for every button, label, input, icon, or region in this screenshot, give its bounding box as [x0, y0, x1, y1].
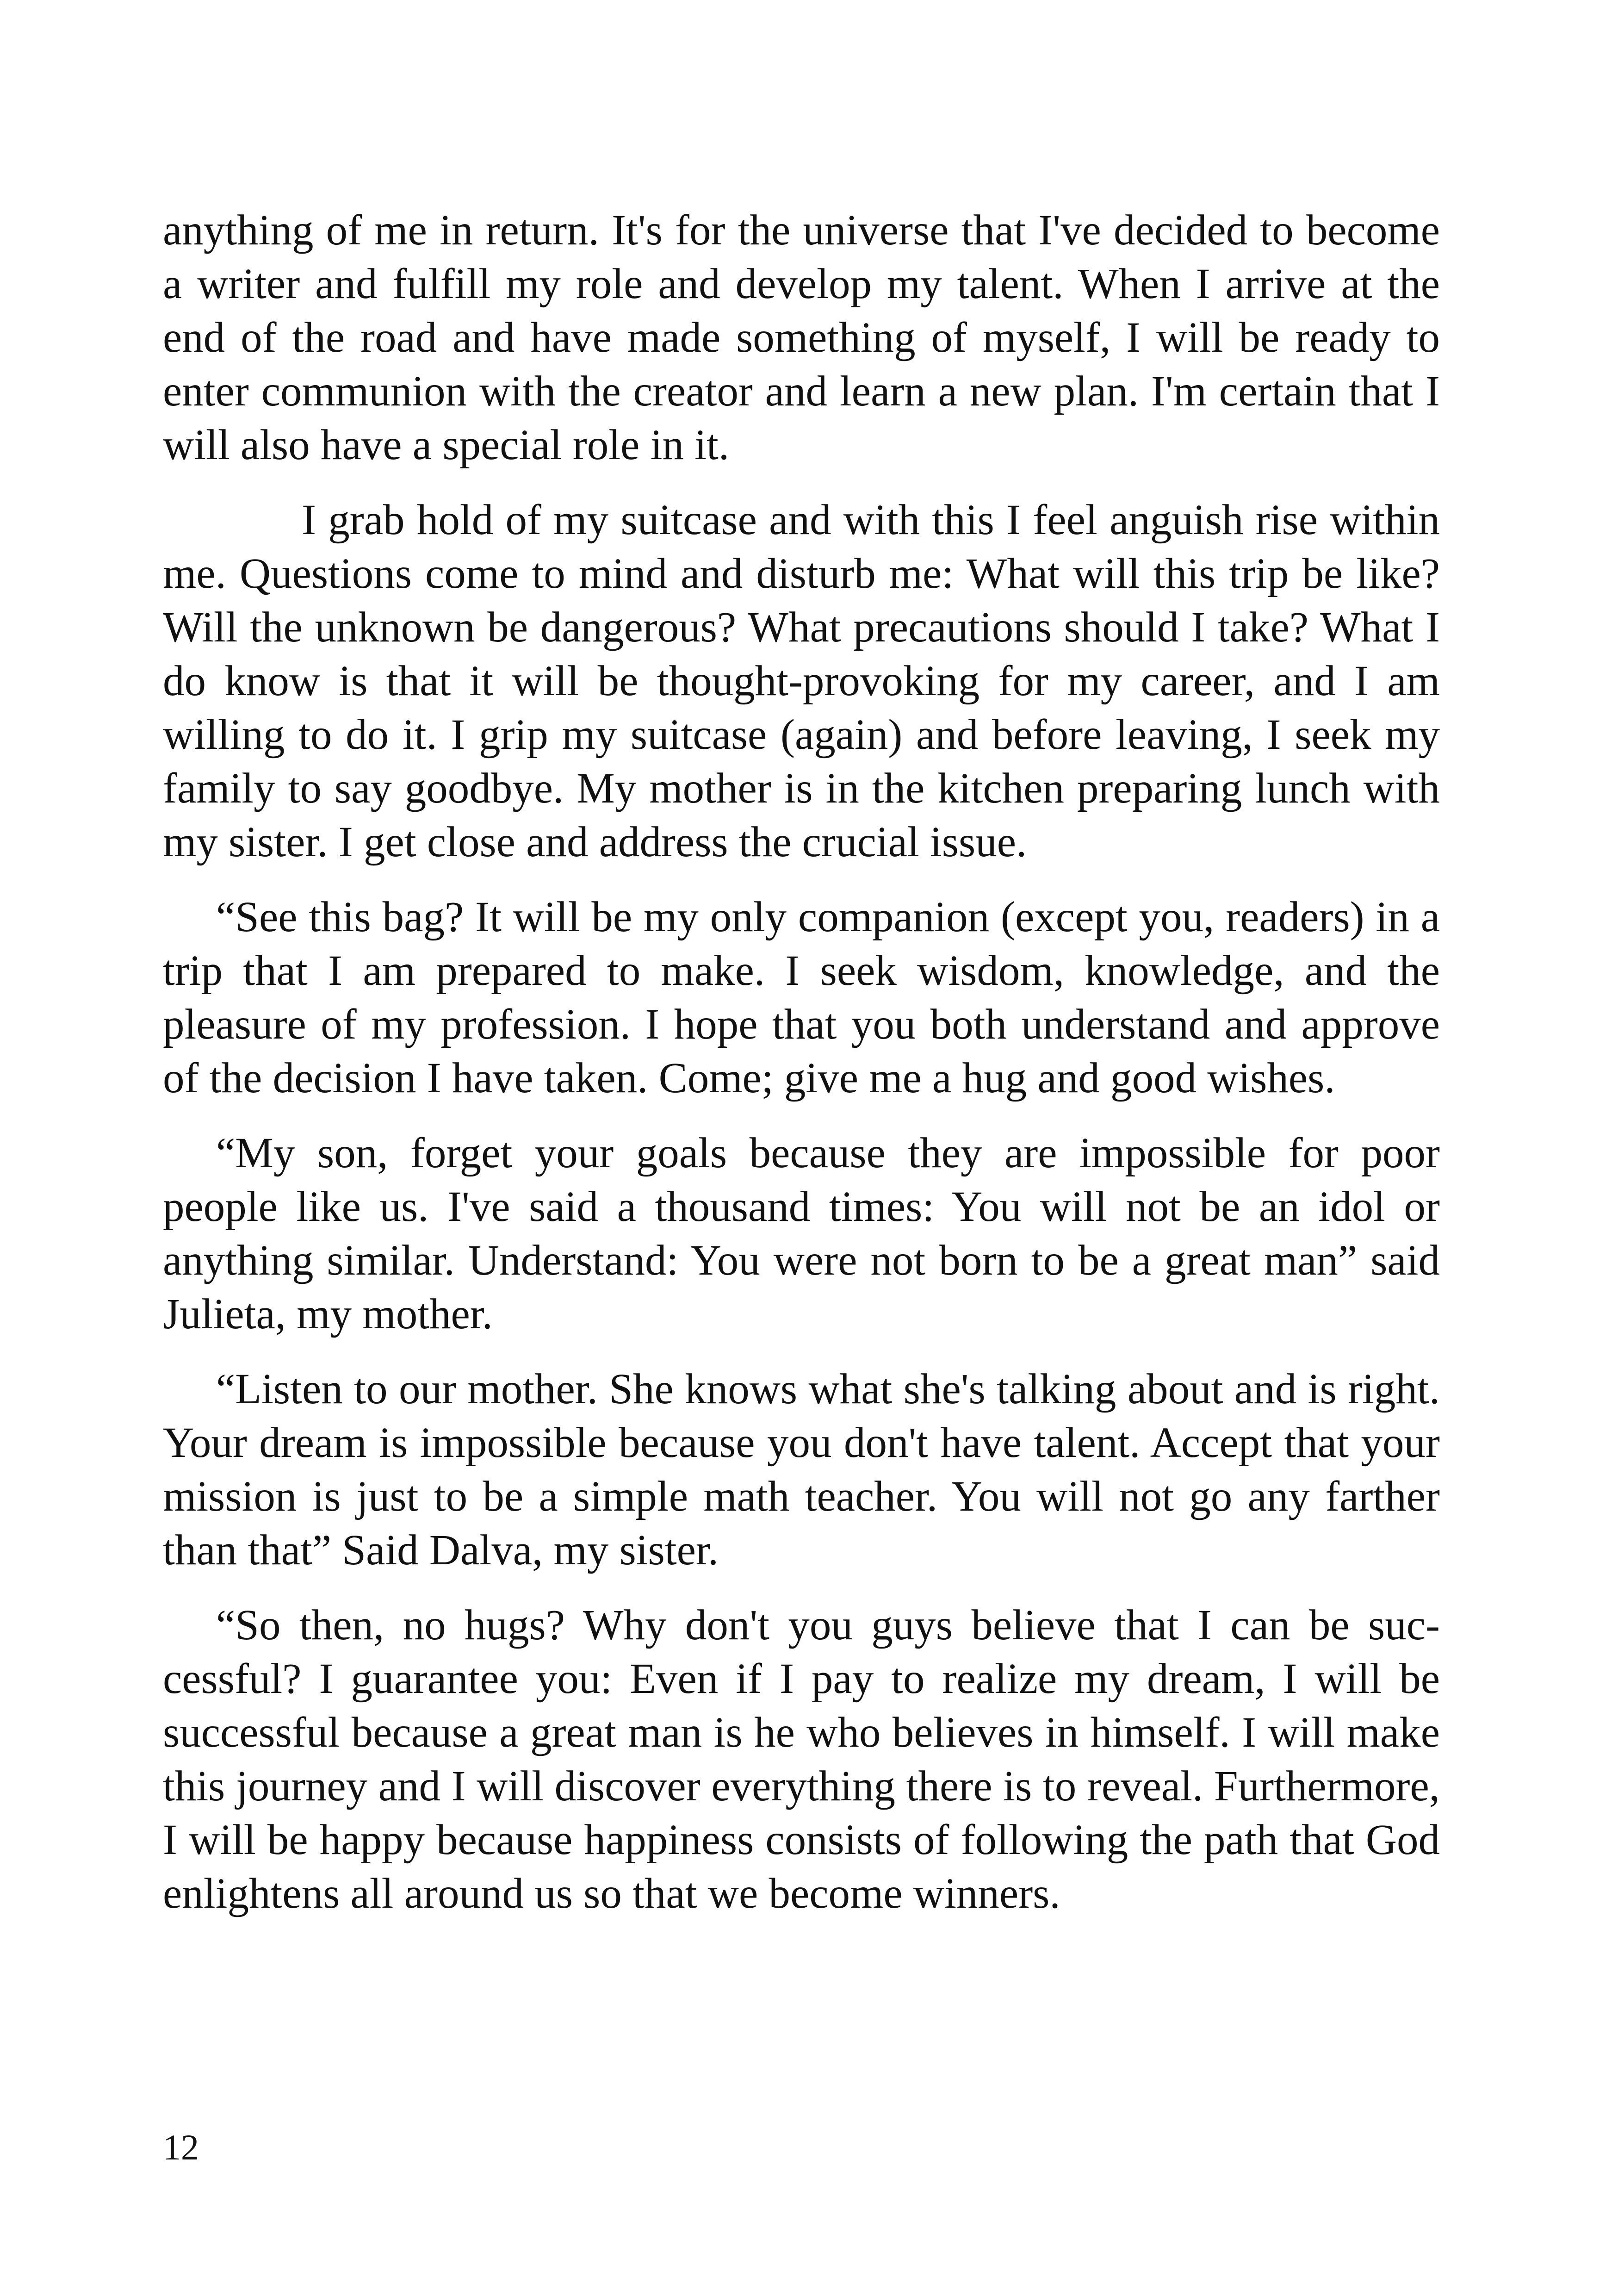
paragraph-dialogue-bag: “See this bag? It will be my only companion (except you, readers) in a trip that I am prepared to make. I seek wisdom, knowledge, and the pleasure of my profession. I hope that you both understand and approve of the decision I have taken. Come; give me a hug and good wishes.: [163, 893, 1440, 1102]
page-number: 12: [163, 2127, 199, 2167]
paragraph-suitcase: I grab hold of my suitcase and with this I feel anguish rise within me. Questions come to mind and disturb me: What will this trip be like? Will the unknown be dangerous? What precautions should I take? What I do know is that it will be thought-provoking for my career, and I am willing to do it. I grip my suitcase (again) and before leaving, I seek my family to say goodbye. My mother is in the kitchen preparing lunch with my sister. I get close and address the crucial issue.: [163, 496, 1440, 866]
body-text: [163, 204, 1440, 1942]
paragraph-dialogue-sister: “Listen to our mother. She knows what she's talking about and is right. Your dream is impossible because you don't have talent. Accept that your mission is just to be a simple math teacher. You will not go any farther than that” Said Dalva, my sister.: [163, 1365, 1440, 1574]
paragraph-continuation: anything of me in return. It's for the universe that I've decided to become a writer and fulfill my role and develop my talent. When I arrive at the end of the road and have made something of myself, I will be ready to enter communion with the creator and learn a new plan. I'm certain that I will also have a special role in it.: [163, 206, 1440, 469]
paragraph-dialogue-reply: “So then, no hugs? Why don't you guys believe that I can be successful? I guarantee you: Even if I pay to realize my dream, I will be successful because a great man is he who believes in himself. I will make this journey and I will discover everything there is to reveal. Furthermore, I will be happy because happiness consists of following the path that God enlightens all around us so that we become winners.: [163, 1601, 1440, 1917]
paragraph-dialogue-mother: “My son, forget your goals because they are impossible for poor people like us. I've said a thousand times: You will not be an idol or anything similar. Understand: You were not born to be a great man” said Julieta, my mother.: [163, 1129, 1440, 1338]
